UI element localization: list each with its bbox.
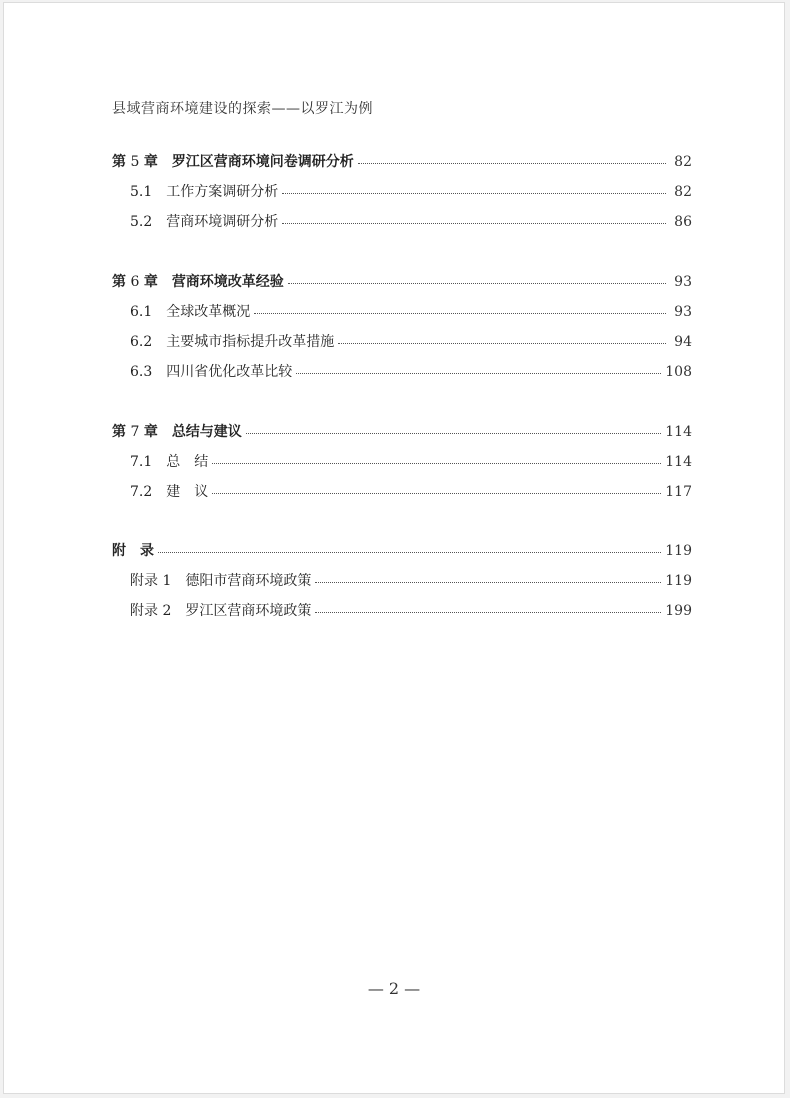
toc-section-entry[interactable] <box>130 570 692 590</box>
section-number: 5.1 <box>130 184 153 200</box>
chapter-suffix: 章 <box>143 274 158 290</box>
toc-page-number: 119 <box>665 543 692 559</box>
toc-chapter-entry[interactable] <box>112 271 692 291</box>
toc-page-number: 82 <box>674 154 692 170</box>
toc-entry-label <box>130 570 311 590</box>
toc-section-entry[interactable] <box>130 181 692 201</box>
toc-entry-label <box>130 211 278 231</box>
chapter-prefix: 第 <box>112 424 126 440</box>
toc-page-number: 86 <box>674 214 692 230</box>
chapter-number: 6 <box>126 274 144 290</box>
dot-leader <box>212 493 661 494</box>
dot-leader <box>338 343 666 344</box>
section-title: 主要城市指标提升改革措施 <box>166 334 335 350</box>
toc-section-entry[interactable] <box>130 361 692 381</box>
section-number: 7.1 <box>130 454 153 470</box>
toc-entry-label <box>130 361 292 381</box>
section-title: 建 议 <box>166 484 209 500</box>
toc-entry-label <box>130 331 334 351</box>
toc-page-number: 114 <box>665 454 692 470</box>
section-number: 附录 1 <box>130 573 172 589</box>
toc-entry-label <box>130 451 208 471</box>
toc-page-number: 94 <box>674 334 692 350</box>
chapter-prefix: 附 <box>112 543 126 559</box>
toc-entry-label <box>112 421 242 441</box>
dot-leader <box>358 163 666 164</box>
section-title: 德阳市营商环境政策 <box>185 573 312 589</box>
dot-leader <box>282 223 666 224</box>
chapter-title: 营商环境改革经验 <box>171 274 284 290</box>
dot-leader <box>315 582 661 583</box>
section-title: 罗江区营商环境政策 <box>185 603 312 619</box>
toc-chapter-entry[interactable] <box>112 151 692 171</box>
toc-page-number: 117 <box>665 484 692 500</box>
toc-page-number: 199 <box>665 603 692 619</box>
chapter-title: 罗江区营商环境问卷调研分析 <box>171 154 354 170</box>
chapter-suffix: 章 <box>143 154 158 170</box>
section-title: 工作方案调研分析 <box>166 184 279 200</box>
toc-section-entry[interactable] <box>130 331 692 351</box>
toc-page-number: 119 <box>665 573 692 589</box>
section-title: 营商环境调研分析 <box>166 214 279 230</box>
chapter-prefix: 第 <box>112 154 126 170</box>
toc-entry-label <box>130 181 278 201</box>
section-number: 6.2 <box>130 334 153 350</box>
section-number: 6.3 <box>130 364 153 380</box>
chapter-number: 5 <box>126 154 144 170</box>
dot-leader <box>212 463 661 464</box>
toc-entry-label <box>112 540 154 560</box>
toc-page-number: 82 <box>674 184 692 200</box>
chapter-suffix: 录 <box>140 543 154 559</box>
toc-section-entry[interactable] <box>130 600 692 620</box>
toc-chapter-entry[interactable] <box>112 540 692 560</box>
page-number: — 2 — <box>367 979 421 998</box>
dot-leader <box>246 433 661 434</box>
toc-entry-label <box>130 481 208 501</box>
toc-entry-label <box>130 600 311 620</box>
toc-chapter-entry[interactable] <box>112 421 692 441</box>
toc-section-entry[interactable] <box>130 301 692 321</box>
toc-entry-label <box>112 271 284 291</box>
section-number: 附录 2 <box>130 603 172 619</box>
section-title: 四川省优化改革比较 <box>166 364 293 380</box>
dot-leader <box>282 193 666 194</box>
section-number: 5.2 <box>130 214 153 230</box>
toc-page-number: 114 <box>665 424 692 440</box>
dot-leader <box>158 552 661 553</box>
section-title: 全球改革概况 <box>166 304 251 320</box>
section-title: 总 结 <box>166 454 209 470</box>
chapter-number: 7 <box>126 424 144 440</box>
chapter-prefix: 第 <box>112 274 126 290</box>
section-number: 7.2 <box>130 484 153 500</box>
section-number: 6.1 <box>130 304 153 320</box>
toc-page-number: 93 <box>674 304 692 320</box>
toc-entry-label <box>112 151 354 171</box>
chapter-title: 总结与建议 <box>171 424 242 440</box>
dot-leader <box>288 283 666 284</box>
toc-section-entry[interactable] <box>130 451 692 471</box>
toc-section-entry[interactable] <box>130 211 692 231</box>
toc-page-number: 108 <box>665 364 692 380</box>
dot-leader <box>254 313 666 314</box>
toc-entry-label <box>130 301 250 321</box>
running-head: 县域营商环境建设的探索——以罗江为例 <box>112 101 373 117</box>
document-page <box>3 2 785 1094</box>
dot-leader <box>315 612 661 613</box>
toc-section-entry[interactable] <box>130 481 692 501</box>
chapter-suffix: 章 <box>143 424 158 440</box>
toc-page-number: 93 <box>674 274 692 290</box>
dot-leader <box>296 373 661 374</box>
